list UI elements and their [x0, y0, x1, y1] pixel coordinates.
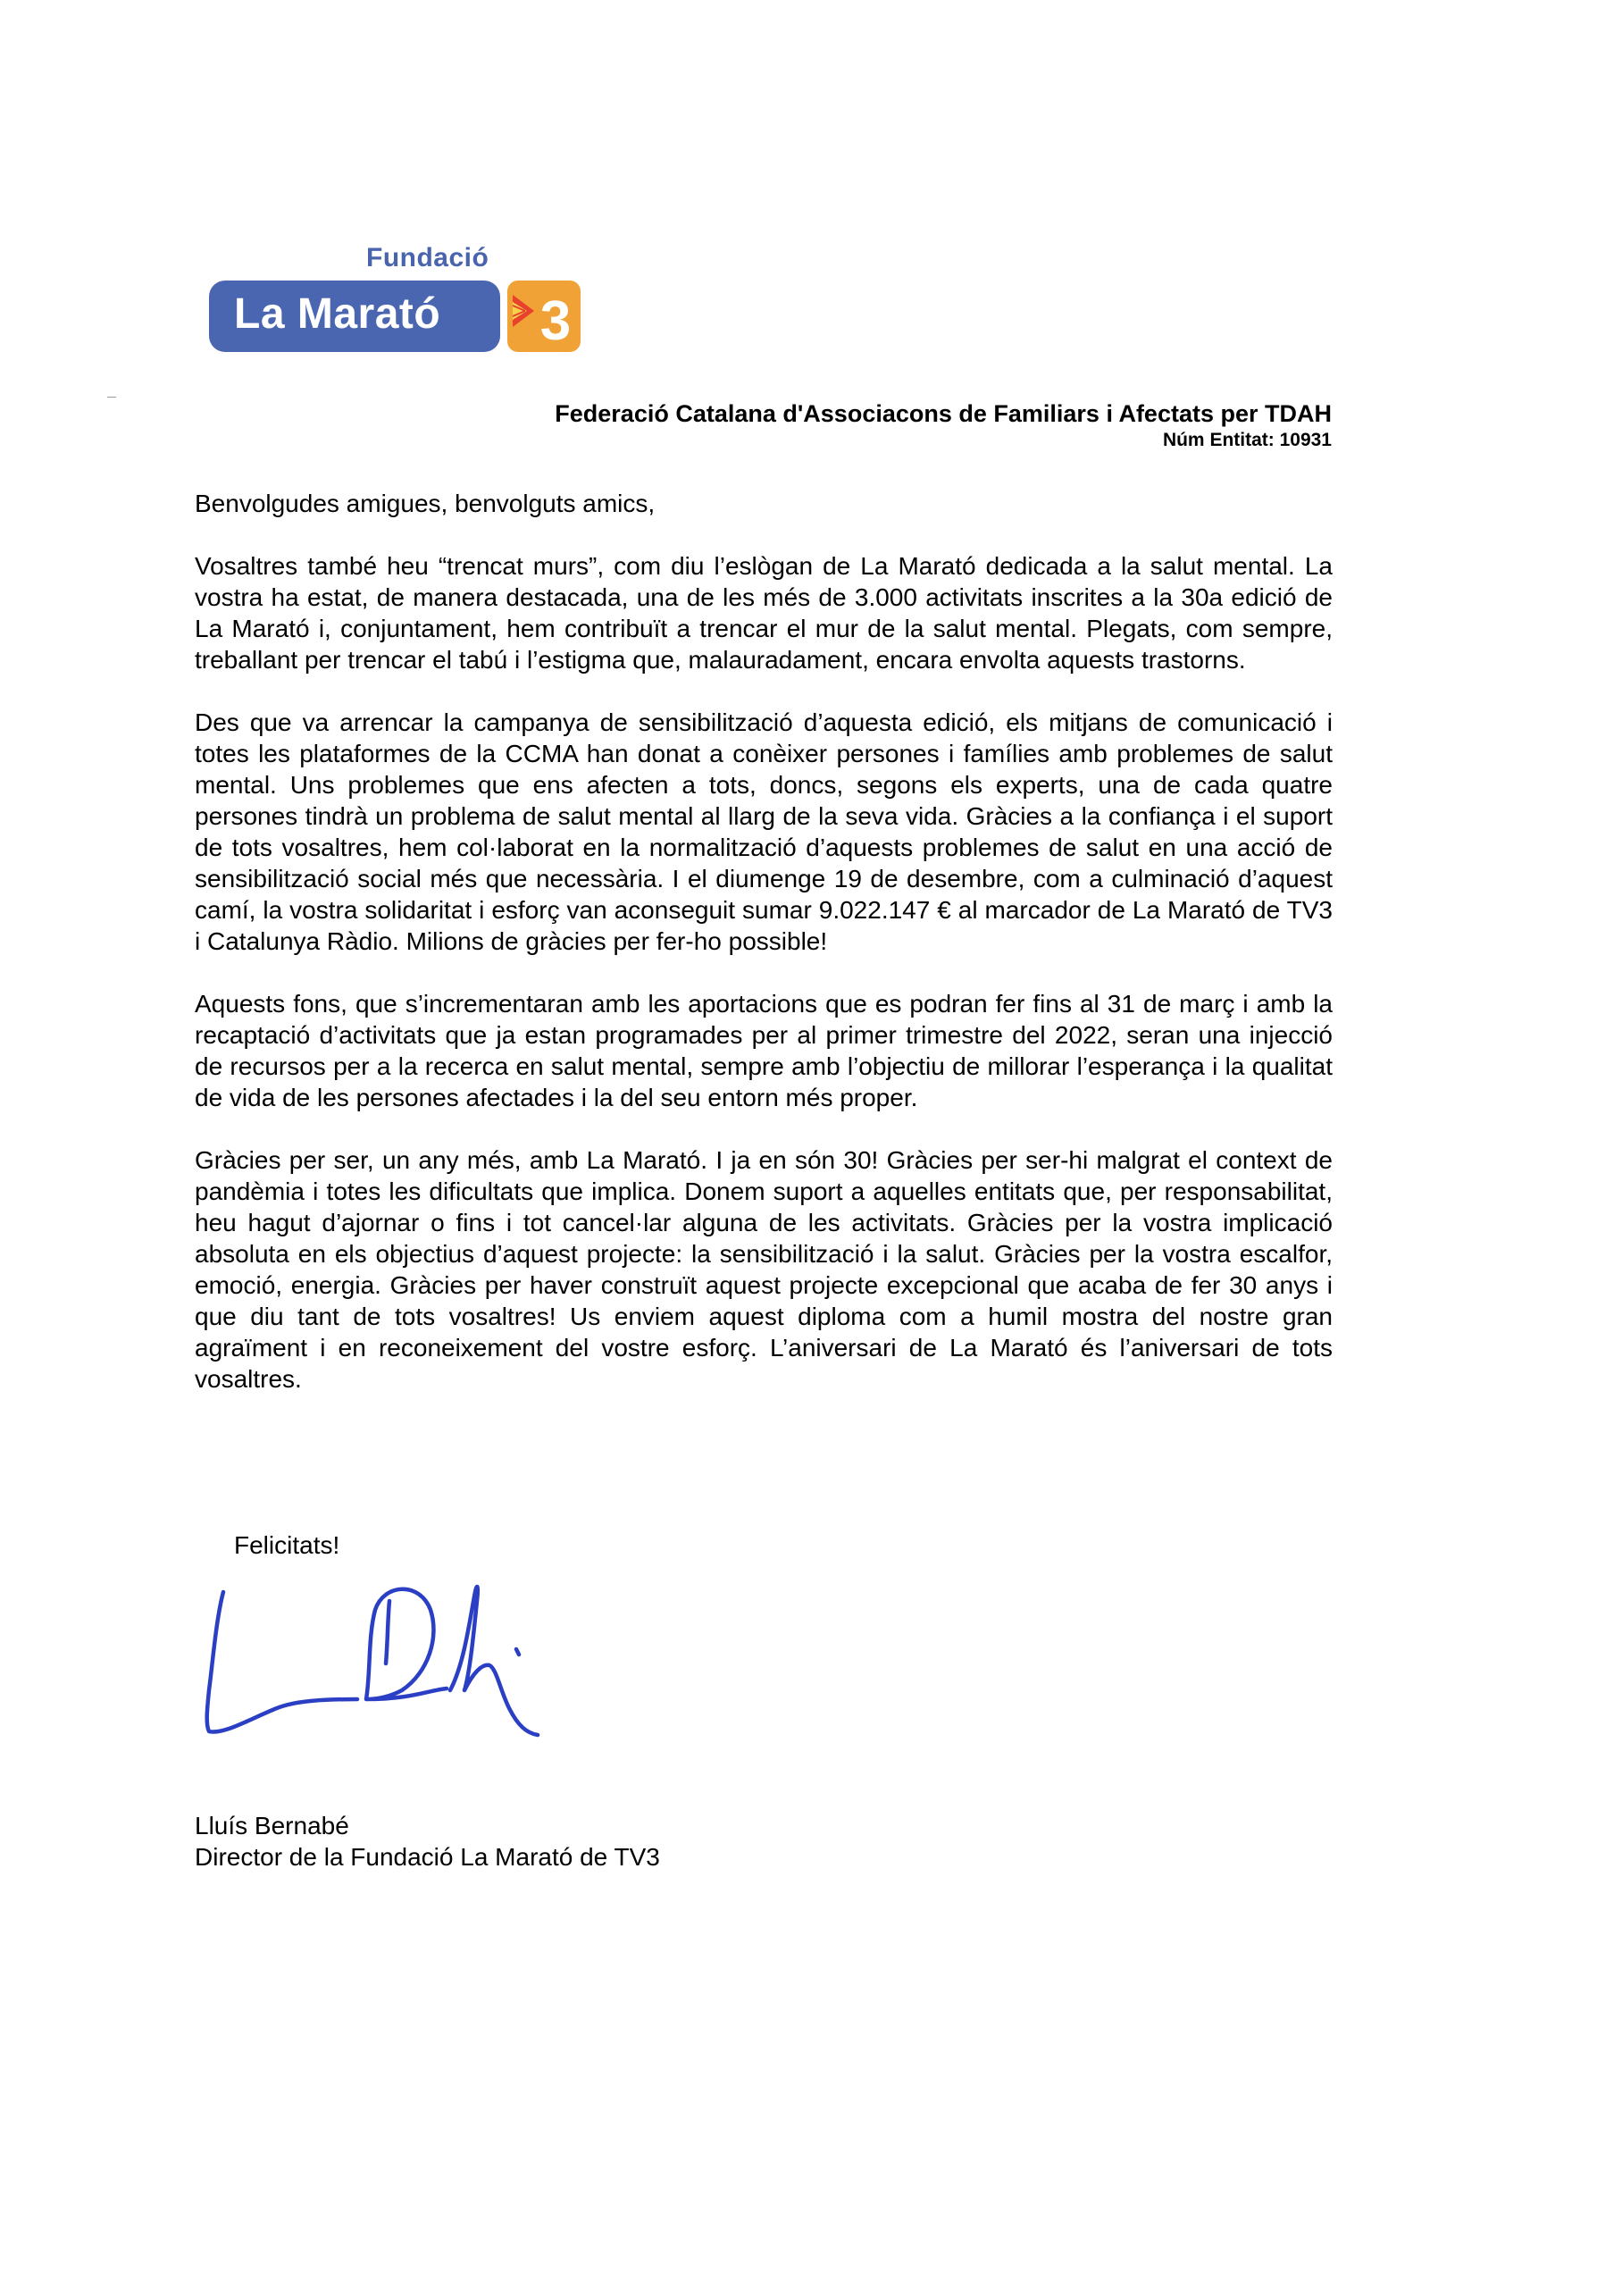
- recipient-block: [555, 398, 1332, 452]
- tv3-logo-icon: [507, 281, 581, 352]
- signer-title: Director de la Fundació La Marató de TV3: [195, 1843, 660, 1871]
- signer-block: [195, 1810, 660, 1873]
- salutation: Benvolgudes amigues, benvolguts amics,: [195, 490, 656, 517]
- logo-main-badge: [209, 281, 500, 352]
- signature-icon: [196, 1565, 616, 1753]
- logo-fundacio-text: Fundació: [366, 243, 489, 272]
- fundacio-la-marato-logo: [209, 241, 584, 357]
- handwritten-signature: [196, 1565, 616, 1753]
- letter-body: [195, 488, 1333, 1426]
- paragraph-3: Aquests fons, que s’incrementaran amb les aportacions que es podran fer fins al 31 de març i amb la recaptació d’activitats que ja estan programades per al primer trimestre del 2022, seran una injecció de recursos per a la recerca en salut mental, sempre amb l’objectiu de millorar l’esperança i la qualitat de vida de les persones afectades i la del seu entorn més proper.: [195, 990, 1333, 1111]
- entity-number: Núm Entitat: 10931: [1162, 430, 1332, 450]
- logo-main-text: La Marató: [234, 290, 441, 338]
- paragraph-4: Gràcies per ser, un any més, amb La Marató. I ja en són 30! Gràcies per ser-hi malgrat el context de pandèmia i totes les dificultats que implica. Donem suport a aquelles entitats que, per responsabilitat, heu hagut d’ajornar o fins i tot cancel·lar alguna de les activitats. Gràcies per la vostra implicació absoluta en els objectius d’aquest projecte: la sensibilització i la salut. Gràcies per la vostra escalfor, emoció, energia. Gràcies per haver construït aquest projecte excepcional que acaba de fer 30 anys i que diu tant de tots vosaltres! Us enviem aquest diploma com a humil mostra del nostre gran agraïment i en reconeixement del vostre esforç. L’aniversari de La Marató és l’aniversari de tots vosaltres.: [195, 1146, 1333, 1393]
- tv3-mark-icon: [507, 281, 581, 352]
- paragraph-2: Des que va arrencar la campanya de sensibilització d’aquesta edició, els mitjans de comunicació i totes les plataformes de la CCMA han donat a conèixer persones i famílies amb problemes de salut mental. Uns problemes que ens afecten a tots, doncs, segons els experts, una de cada quatre persones tindrà un problema de salut mental al llarg de la seva vida. Gràcies a la confiança i el suport de tots vosaltres, hem col·laborat en la normalització d’aquests problemes de salut en una acció de sensibilització social més que necessària. I el diumenge 19 de desembre, com a culminació d’aquest camí, la vostra solidaritat i esforç van aconseguit sumar 9.022.147 € al marcador de La Marató de TV3 i Catalunya Ràdio. Milions de gràcies per fer-ho possible!: [195, 708, 1333, 955]
- paragraph-1: Vosaltres també heu “trencat murs”, com diu l’eslògan de La Marató dedicada a la salut mental. La vostra ha estat, de manera destacada, una de les més de 3.000 activitats inscrites a la 30a edició de La Marató i, conjuntament, hem contribuït a trencar el mur de la salut mental. Plegats, com sempre, treballant per trencar el tabú i l’estigma que, malauradament, encara envolta aquests trastorns.: [195, 552, 1333, 674]
- margin-mark: [107, 397, 116, 398]
- closing-text: Felicitats!: [234, 1531, 340, 1559]
- tv3-number: 3: [539, 290, 572, 352]
- signer-name: Lluís Bernabé: [195, 1812, 349, 1839]
- recipient-name: Federació Catalana d'Associacons de Familiars i Afectats per TDAH: [555, 400, 1332, 427]
